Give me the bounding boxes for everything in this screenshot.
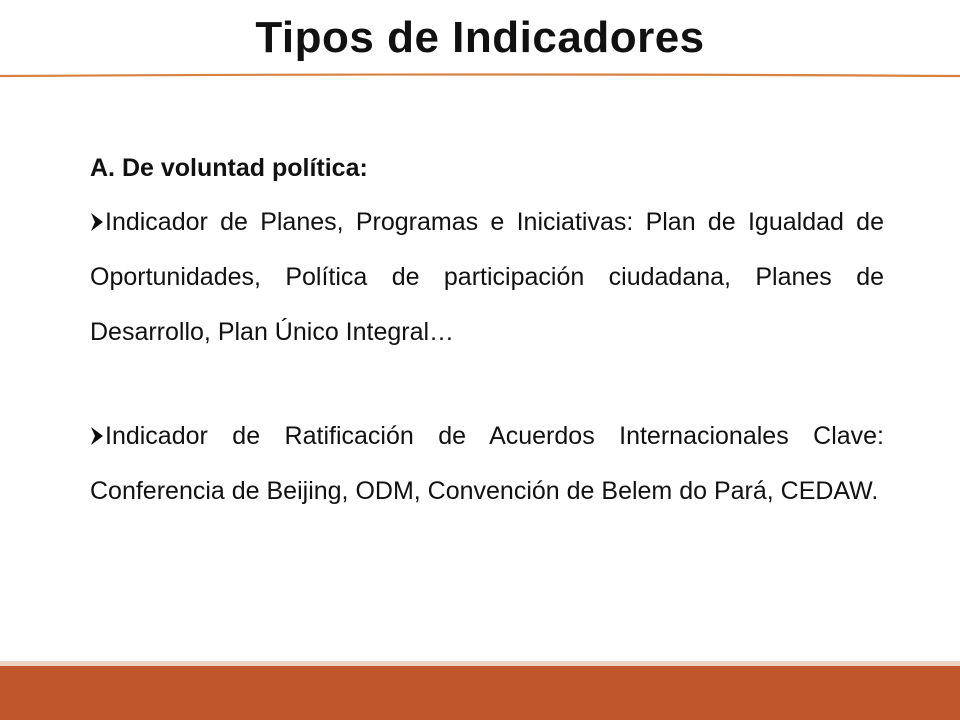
bullet-text: Indicador de Planes, Programas e Iniciativas: Plan de Igualdad de Oportunidades, Política de participación ciudadana, Planes de Desarrollo, Plan Único Integral…: [90, 208, 884, 346]
arrowhead-bullet-icon: [90, 212, 104, 232]
bullet-item: [90, 409, 884, 519]
slide-body: [90, 148, 884, 519]
bullet-text: Indicador de Ratificación de Acuerdos Internacionales Clave: Conferencia de Beijing, ODM, Convención de Belem do Pará, CEDAW.: [90, 422, 884, 505]
page-title: Tipos de Indicadores: [255, 13, 705, 62]
bullet-item: [90, 195, 884, 360]
title-divider: [0, 73, 960, 79]
section-heading: A. De voluntad política:: [90, 154, 368, 182]
footer-bar: [0, 661, 960, 720]
arrowhead-bullet-icon: [90, 426, 104, 446]
